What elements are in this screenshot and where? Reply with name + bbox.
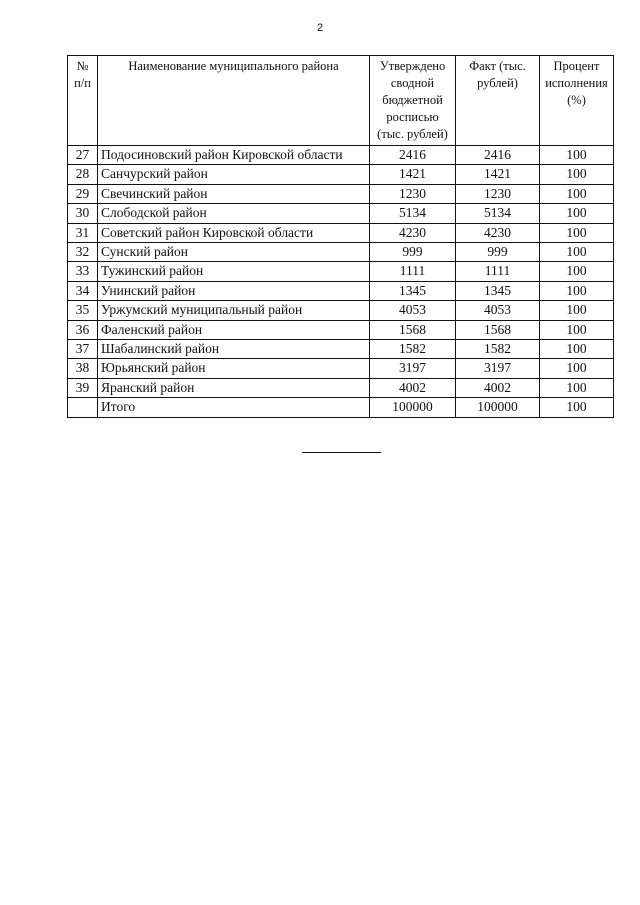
cell-percent: 100 <box>540 146 614 165</box>
cell-fact: 4230 <box>456 223 540 242</box>
cell-fact: 1568 <box>456 320 540 339</box>
table-row <box>68 184 614 203</box>
table-row <box>68 146 614 165</box>
cell-approved: 1582 <box>370 340 456 359</box>
cell-percent: 100 <box>540 165 614 184</box>
cell-fact: 1421 <box>456 165 540 184</box>
cell-approved: 4002 <box>370 378 456 397</box>
table-row <box>68 204 614 223</box>
total-cell-percent: 100 <box>540 398 614 417</box>
cell-name: Юрьянский район <box>98 359 370 378</box>
table-row <box>68 301 614 320</box>
cell-fact: 1345 <box>456 281 540 300</box>
cell-percent: 100 <box>540 340 614 359</box>
budget-table <box>67 55 614 418</box>
cell-approved: 4053 <box>370 301 456 320</box>
cell-name: Санчурский район <box>98 165 370 184</box>
header-approved: Утверждено сводной бюджетной росписью (тыс. рублей) <box>370 56 456 146</box>
cell-approved: 3197 <box>370 359 456 378</box>
cell-percent: 100 <box>540 204 614 223</box>
table-row <box>68 223 614 242</box>
cell-approved: 1345 <box>370 281 456 300</box>
cell-percent: 100 <box>540 359 614 378</box>
header-no: № п/п <box>68 56 98 146</box>
table-row <box>68 320 614 339</box>
cell-approved: 1421 <box>370 165 456 184</box>
cell-approved: 1230 <box>370 184 456 203</box>
cell-percent: 100 <box>540 223 614 242</box>
table-row <box>68 243 614 262</box>
cell-fact: 1111 <box>456 262 540 281</box>
total-cell-approved: 100000 <box>370 398 456 417</box>
cell-no: 37 <box>68 340 98 359</box>
cell-no: 34 <box>68 281 98 300</box>
cell-no: 30 <box>68 204 98 223</box>
cell-percent: 100 <box>540 184 614 203</box>
cell-fact: 1230 <box>456 184 540 203</box>
table-row <box>68 340 614 359</box>
total-cell-no <box>68 398 98 417</box>
cell-no: 33 <box>68 262 98 281</box>
cell-name: Слободской район <box>98 204 370 223</box>
cell-fact: 999 <box>456 243 540 262</box>
cell-no: 27 <box>68 146 98 165</box>
cell-name: Уржумский муниципальный район <box>98 301 370 320</box>
cell-approved: 999 <box>370 243 456 262</box>
cell-percent: 100 <box>540 281 614 300</box>
table-row <box>68 262 614 281</box>
cell-fact: 5134 <box>456 204 540 223</box>
cell-fact: 3197 <box>456 359 540 378</box>
table-row <box>68 378 614 397</box>
cell-no: 32 <box>68 243 98 262</box>
cell-no: 36 <box>68 320 98 339</box>
cell-no: 38 <box>68 359 98 378</box>
cell-name: Фаленский район <box>98 320 370 339</box>
table-row <box>68 359 614 378</box>
header-percent: Процент исполнения (%) <box>540 56 614 146</box>
cell-name: Советский район Кировской области <box>98 223 370 242</box>
cell-percent: 100 <box>540 320 614 339</box>
cell-fact: 1582 <box>456 340 540 359</box>
total-cell-fact: 100000 <box>456 398 540 417</box>
separator-line <box>302 452 381 453</box>
cell-percent: 100 <box>540 378 614 397</box>
table-header-row <box>68 56 614 146</box>
cell-fact: 2416 <box>456 146 540 165</box>
cell-no: 39 <box>68 378 98 397</box>
cell-approved: 1111 <box>370 262 456 281</box>
table-row <box>68 281 614 300</box>
cell-fact: 4002 <box>456 378 540 397</box>
header-name: Наименование муниципального района <box>98 56 370 146</box>
cell-approved: 4230 <box>370 223 456 242</box>
header-fact: Факт (тыс. рублей) <box>456 56 540 146</box>
cell-approved: 5134 <box>370 204 456 223</box>
cell-approved: 2416 <box>370 146 456 165</box>
cell-percent: 100 <box>540 243 614 262</box>
cell-name: Шабалинский район <box>98 340 370 359</box>
table-row <box>68 165 614 184</box>
cell-name: Свечинский район <box>98 184 370 203</box>
cell-approved: 1568 <box>370 320 456 339</box>
total-cell-name: Итого <box>98 398 370 417</box>
cell-percent: 100 <box>540 262 614 281</box>
cell-name: Яранский район <box>98 378 370 397</box>
cell-name: Унинский район <box>98 281 370 300</box>
cell-no: 31 <box>68 223 98 242</box>
cell-no: 35 <box>68 301 98 320</box>
cell-fact: 4053 <box>456 301 540 320</box>
cell-no: 29 <box>68 184 98 203</box>
cell-no: 28 <box>68 165 98 184</box>
cell-name: Тужинский район <box>98 262 370 281</box>
cell-name: Подосиновский район Кировской области <box>98 146 370 165</box>
cell-percent: 100 <box>540 301 614 320</box>
total-row <box>68 398 614 417</box>
cell-name: Сунский район <box>98 243 370 262</box>
page-number: 2 <box>316 22 324 34</box>
